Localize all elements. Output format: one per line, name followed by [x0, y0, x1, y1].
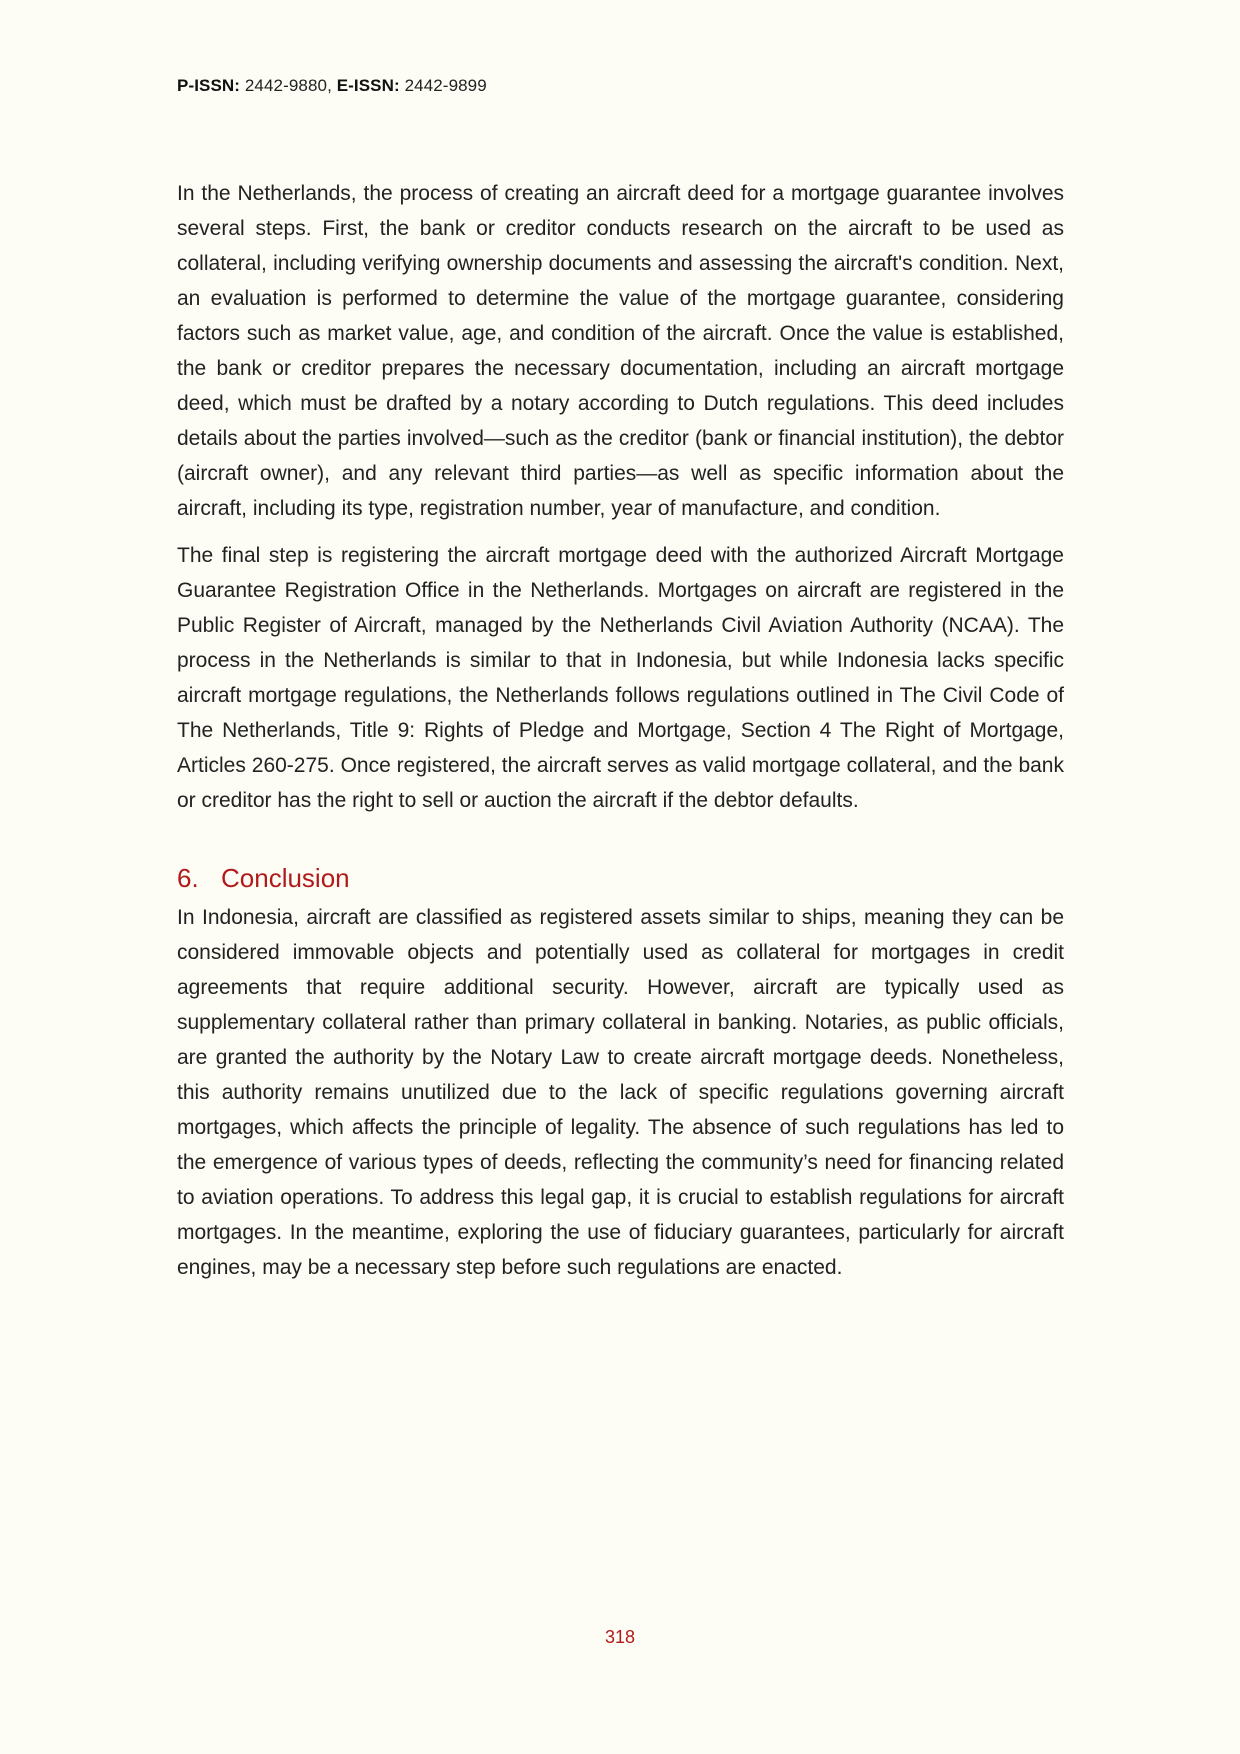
section-title: Conclusion — [221, 863, 350, 893]
eissn-label: E-ISSN: — [336, 76, 400, 95]
journal-issn-header — [177, 76, 487, 96]
section-heading-conclusion — [177, 860, 1064, 896]
pissn-value: 2442-9880, — [240, 76, 337, 95]
section-number: 6. — [177, 863, 199, 893]
paragraph-netherlands-process: In the Netherlands, the process of creating an aircraft deed for a mortgage guarantee involves several steps. First, the bank or creditor conducts research on the aircraft to be used as collateral, including verifying ownership documents and assessing the aircraft's condition. Next, an evaluation is performed to determine the value of the mortgage guarantee, considering factors such as market value, age, and condition of the aircraft. Once the value is established, the bank or creditor prepares the necessary documentation, including an aircraft mortgage deed, which must be drafted by a notary according to Dutch regulations. This deed includes details about the parties involved—such as the creditor (bank or financial institution), the debtor (aircraft owner), and any relevant third parties—as well as specific information about the aircraft, including its type, registration number, year of manufacture, and condition. — [177, 182, 1064, 520]
paragraph-registration-step: The final step is registering the aircraft mortgage deed with the authorized Aircraft Mortgage Guarantee Registration Office in the Netherlands. Mortgages on aircraft are registered in the Public Register of Aircraft, managed by the Netherlands Civil Aviation Authority (NCAA). The process in the Netherlands is similar to that in Indonesia, but while Indonesia lacks specific aircraft mortgage regulations, the Netherlands follows regulations outlined in The Civil Code of The Netherlands, Title 9: Rights of Pledge and Mortgage, Section 4 The Right of Mortgage, Articles 260-275. Once registered, the aircraft serves as valid mortgage collateral, and the bank or creditor has the right to sell or auction the aircraft if the debtor defaults. — [177, 544, 1064, 812]
body-text — [177, 176, 1064, 1297]
pissn-label: P-ISSN: — [177, 76, 241, 95]
paragraph-conclusion: In Indonesia, aircraft are classified as registered assets similar to ships, meaning they can be considered immovable objects and potentially used as collateral for mortgages in credit agreements that require additional security. However, aircraft are typically used as supplementary collateral rather than primary collateral in banking. Notaries, as public officials, are granted the authority by the Notary Law to create aircraft mortgage deeds. Nonetheless, this authority remains unutilized due to the lack of specific regulations governing aircraft mortgages, which affects the principle of legality. The absence of such regulations has led to the emergence of various types of deeds, reflecting the community’s need for financing related to aviation operations. To address this legal gap, it is crucial to establish regulations for aircraft mortgages. In the meantime, exploring the use of fiduciary guarantees, particularly for aircraft engines, may be a necessary step before such regulations are enacted. — [177, 906, 1064, 1279]
page-number: 318 — [604, 1627, 636, 1647]
eissn-value: 2442-9899 — [399, 76, 487, 95]
